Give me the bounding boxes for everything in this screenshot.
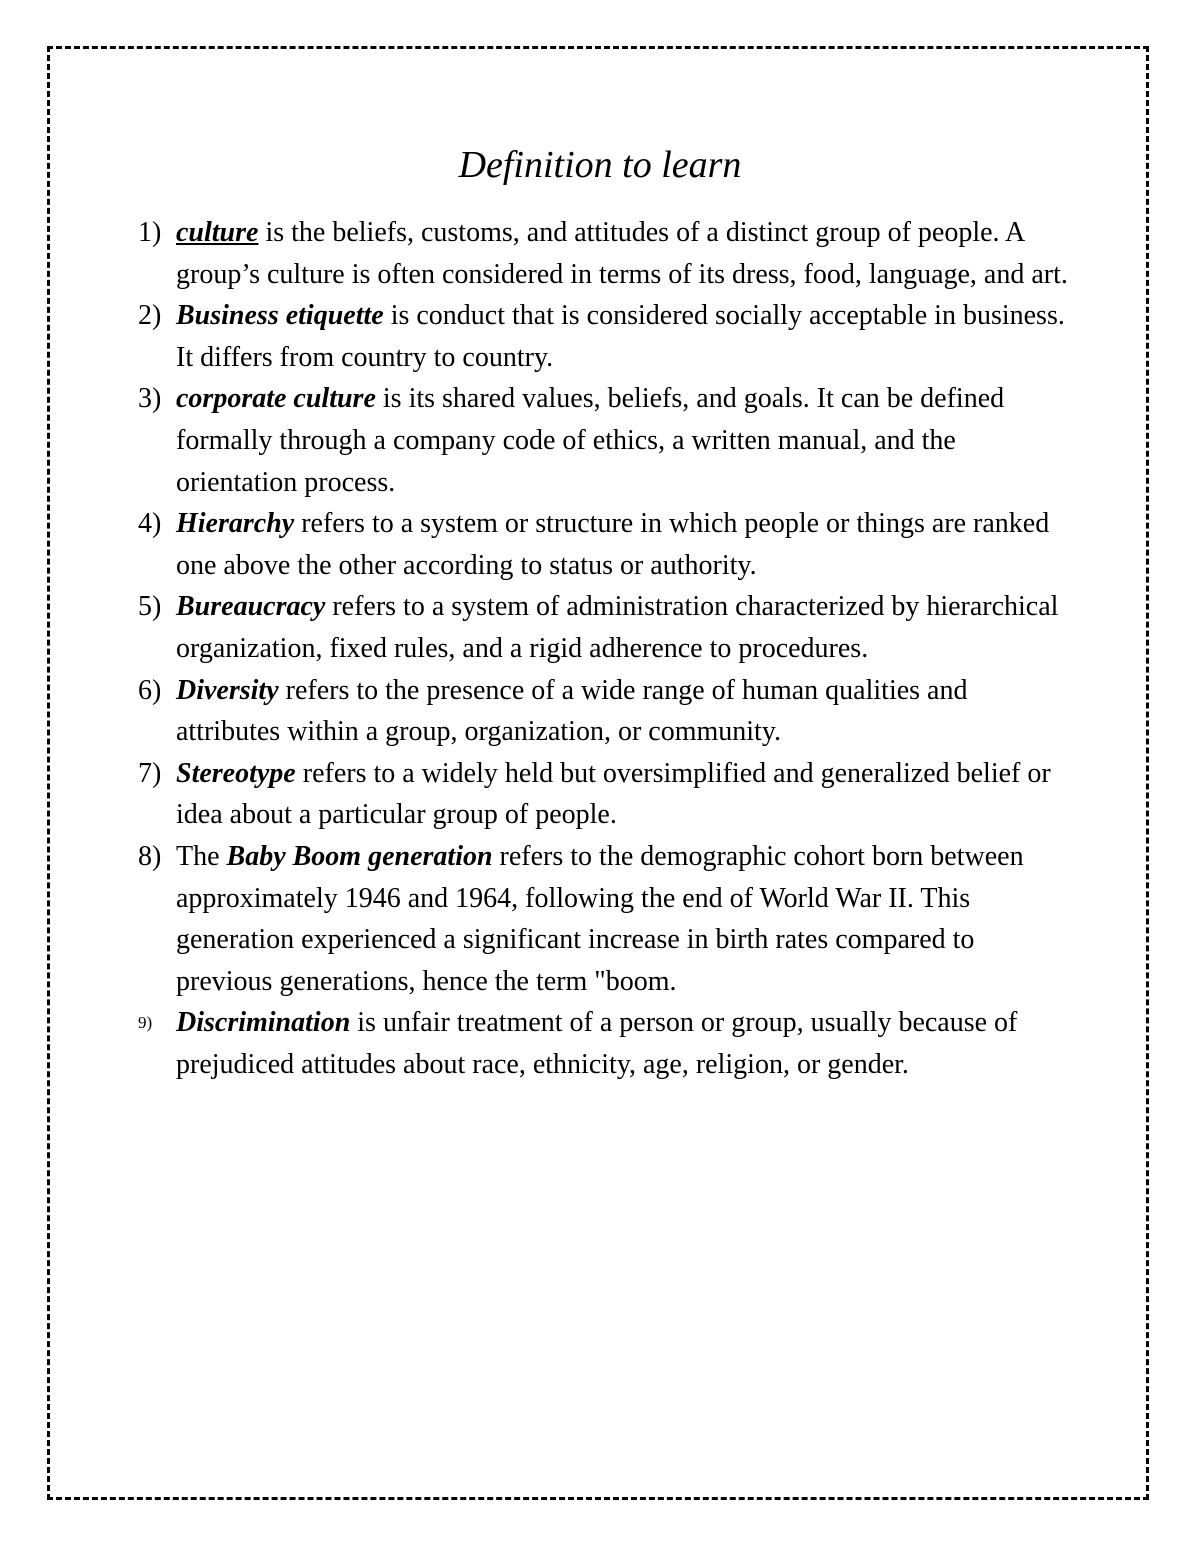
definition-number: 8) [138, 840, 162, 872]
definition-term: Discrimination [176, 1007, 351, 1039]
definition-number: 9) [138, 1013, 153, 1033]
definition-term: Stereotype [176, 757, 296, 789]
definition-term: Diversity [176, 674, 279, 706]
definition-list [138, 212, 1073, 1085]
definition-item-5 [138, 586, 1073, 669]
definition-item-2 [138, 295, 1073, 378]
definition-text: is conduct that is considered socially acceptable in business. It differs from country to country. [176, 300, 1065, 373]
definition-text: is its shared values, beliefs, and goals. It can be defined formally through a company code of ethics, a written manual, and the orientation process. [176, 383, 1005, 498]
definition-prefix: The [176, 840, 227, 872]
definition-text: is unfair treatment of a person or group, usually because of prejudiced attitudes about race, ethnicity, age, religion, or gender. [176, 1007, 1018, 1080]
definition-term: culture [176, 217, 259, 248]
definition-text: is the beliefs, customs, and attitudes of a distinct group of people. A group’s culture is often considered in terms of its dress, food, language, and art. [176, 217, 1068, 290]
definition-number: 4) [138, 508, 162, 540]
definition-term: Hierarchy [176, 508, 295, 540]
definition-number: 5) [138, 591, 162, 623]
definition-item-1 [138, 212, 1073, 295]
definition-item-9 [138, 1002, 1073, 1085]
definition-number: 7) [138, 757, 162, 789]
definition-number: 6) [138, 674, 162, 706]
definition-item-3 [138, 378, 1073, 503]
definition-text: refers to the presence of a wide range of human qualities and attributes within a group, organization, or community. [176, 674, 968, 748]
definition-item-7 [138, 753, 1073, 836]
definition-item-8 [138, 836, 1073, 1002]
definition-text: refers to the demographic cohort born between approximately 1946 and 1964, following the end of World War II. This generation experienced a significant increase in birth rates compared to previous generations, hence the term "boom. [176, 840, 1024, 997]
definition-item-4 [138, 503, 1073, 586]
definition-term: Baby Boom generation [226, 840, 493, 872]
definition-text: refers to a system of administration characterized by hierarchical organization, fixed rules, and a rigid adherence to procedures. [176, 591, 1059, 664]
definition-term: corporate culture [176, 383, 376, 415]
definition-term: Bureaucracy [176, 591, 326, 623]
definition-number: 2) [138, 300, 162, 332]
definition-text: refers to a system or structure in which people or things are ranked one above the other according to status or authority. [176, 508, 1050, 581]
definition-item-6 [138, 670, 1073, 753]
definition-term: Business etiquette [176, 300, 384, 332]
document-title: Definition to learn [458, 144, 742, 186]
definition-number: 3) [138, 383, 162, 415]
definition-number: 1) [138, 217, 162, 248]
definition-text: refers to a widely held but oversimplified and generalized belief or idea about a particular group of people. [176, 757, 1051, 831]
